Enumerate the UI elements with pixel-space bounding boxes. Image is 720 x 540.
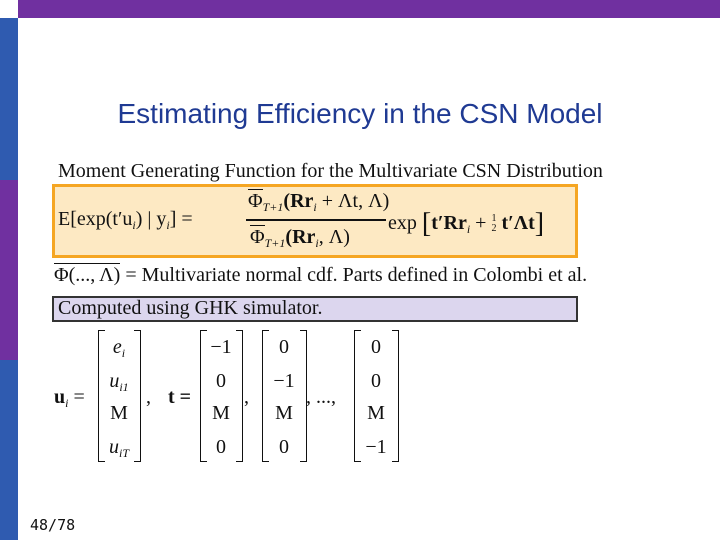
formula-denominator: $\Phi_{T+1}(Rr_i$, Λ) [250,226,350,250]
phi-definition: Φ(..., Λ) = Multivariate normal cdf. Parts defined in Colombi et al. [54,264,588,286]
t1-entry-2: 0 [216,370,226,392]
ghk-note: Computed using GHK simulator. [58,297,323,319]
comma-2: , [244,386,249,408]
u-entry-3: M [110,402,128,424]
ellipsis: , ..., [306,386,336,408]
comma-1: , [146,386,151,408]
t2-entry-3: M [275,402,293,424]
t3-entry-1: 0 [371,336,381,358]
t3-bracket-right [392,330,399,462]
mgf-heading: Moment Generating Function for the Multivariate CSN Distribution [58,160,603,182]
t2-entry-2: −1 [273,370,295,392]
t3-entry-4: −1 [365,436,387,458]
t1-bracket-right [236,330,243,462]
formula-exp: $\exp [t'Rr_i + 1$ 2 t′Λt] [388,208,545,239]
u-label: $u_i$ = [54,386,85,410]
u-entry-4: $u_{iT}$ [108,436,129,460]
t1-entry-1: −1 [210,336,232,358]
t3-entry-2: 0 [371,370,381,392]
sidebar-segment-3 [0,180,18,360]
page-number: 48/78 [30,516,76,534]
t1-entry-4: 0 [216,436,226,458]
sidebar-segment-4 [0,360,18,540]
t3-entry-3: M [367,402,385,424]
formula-numerator: $\Phi_{T+1}(Rr_i + \Lambda t$, Λ) [248,190,390,214]
t2-entry-4: 0 [279,436,289,458]
t-label: t = [168,386,192,408]
formula-lhs: $E[\exp(t'u_i)$ | $y_i$] = [58,208,193,232]
u-entry-1: $e_i$ [112,336,126,360]
top-accent-bar [0,0,720,18]
slide-title: Estimating Efficiency in the CSN Model [117,98,603,129]
u-bracket-right [134,330,141,462]
formula-fraction-bar [246,219,386,221]
t1-entry-3: M [212,402,230,424]
t2-entry-1: 0 [279,336,289,358]
u-entry-2: $u_{i1}$ [109,370,129,394]
